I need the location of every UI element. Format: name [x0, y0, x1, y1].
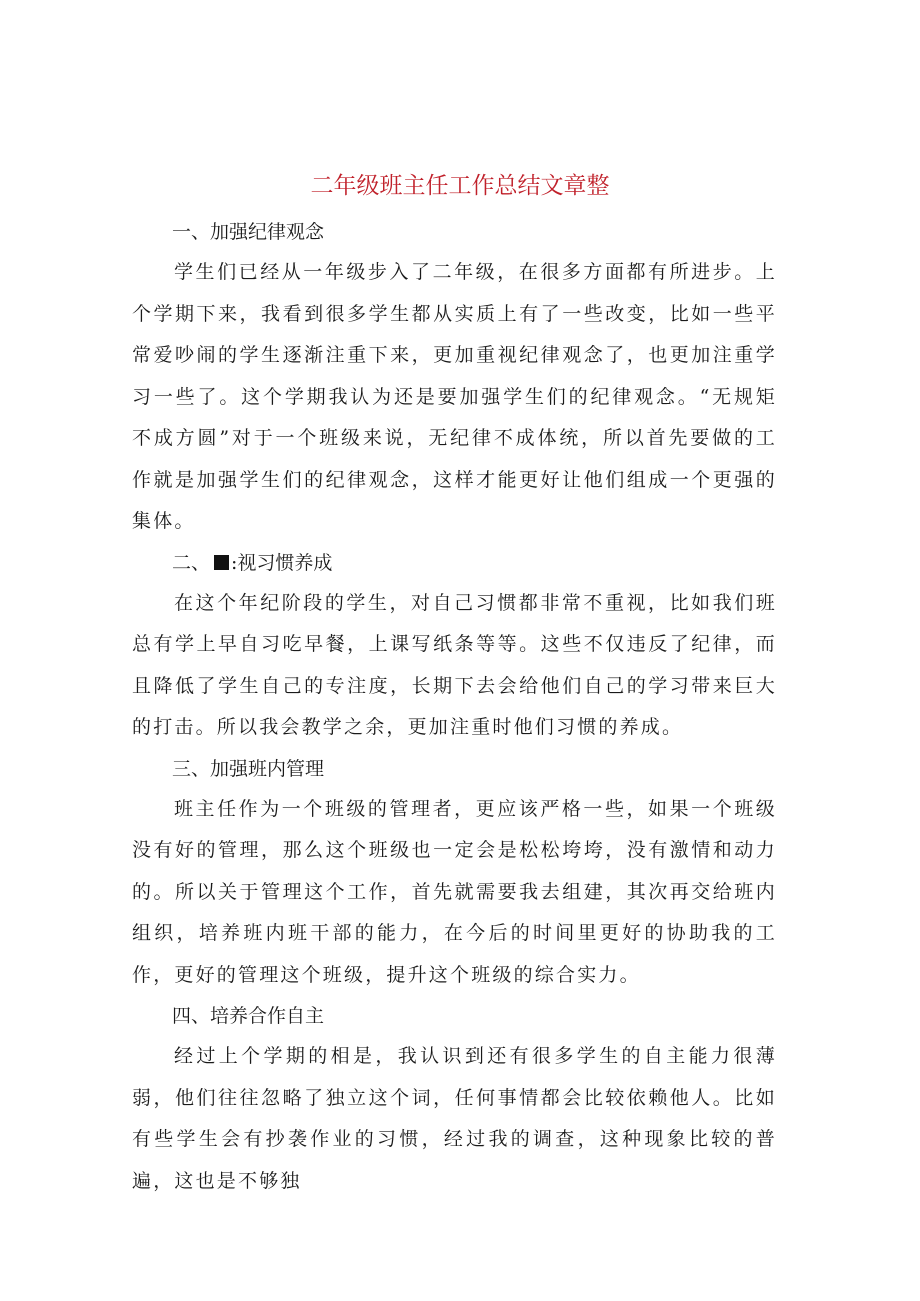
section-paragraph: 班主任作为一个班级的管理者，更应该严格一些，如果一个班级没有好的管理，那么这个班级也一定会是松松垮垮，没有激情和动力的。所以关于管理这个工作，首先就需要我去组建，其次再交给班内组织，培养班内班干部的能力，在今后的时间里更好的协助我的工作，更好的管理这个班级，提升这个班级的综合实力。: [132, 797, 777, 986]
document-title: 二年级班主任工作总结文章整: [310, 173, 610, 199]
redaction-block-icon: [214, 555, 229, 570]
section-heading-suffix: :视习惯养成: [231, 551, 333, 574]
section-1: [132, 212, 777, 543]
section-3: [132, 749, 777, 997]
section-4: [132, 996, 777, 1202]
section-heading: 一、加强纪律观念: [172, 221, 325, 243]
section-paragraph: 经过上个学期的相是，我认识到还有很多学生的自主能力很薄弱，他们往往忽略了独立这个词，任何事情都会比较依赖他人。比如有些学生会有抄袭作业的习惯，经过我的调查，这种现象比较的普遍，这也是不够独: [132, 1045, 777, 1192]
section-heading: [132, 543, 777, 583]
section-heading: 三、加强班内管理: [172, 757, 325, 780]
document-body: [132, 212, 777, 1202]
section-2: [132, 543, 777, 749]
section-paragraph: 在这个年纪阶段的学生，对自己习惯都非常不重视，比如我们班总有学上早自习吃早餐，上课写纸条等等。这些不仅违反了纪律，而且降低了学生自己的专注度，长期下去会给他们自己的学习带来巨大的打击。所以我会教学之余，更加注重时他们习惯的养成。: [132, 591, 777, 738]
section-heading: 四、培养合作自主: [172, 1005, 325, 1027]
section-heading-prefix: 二、: [172, 551, 211, 574]
section-paragraph: 学生们已经从一年级步入了二年级，在很多方面都有所进步。上个学期下来，我看到很多学生都从实质上有了一些改变，比如一些平常爱吵闹的学生逐渐注重下来，更加重视纪律观念了，也更加注重学习一些了。这个学期我认为还是要加强学生们的纪律观念。“无规矩不成方圆”对于一个班级来说，无纪律不成体统，所以首先要做的工作就是加强学生们的纪律观念，这样才能更好让他们组成一个更强的集体。: [132, 261, 777, 532]
